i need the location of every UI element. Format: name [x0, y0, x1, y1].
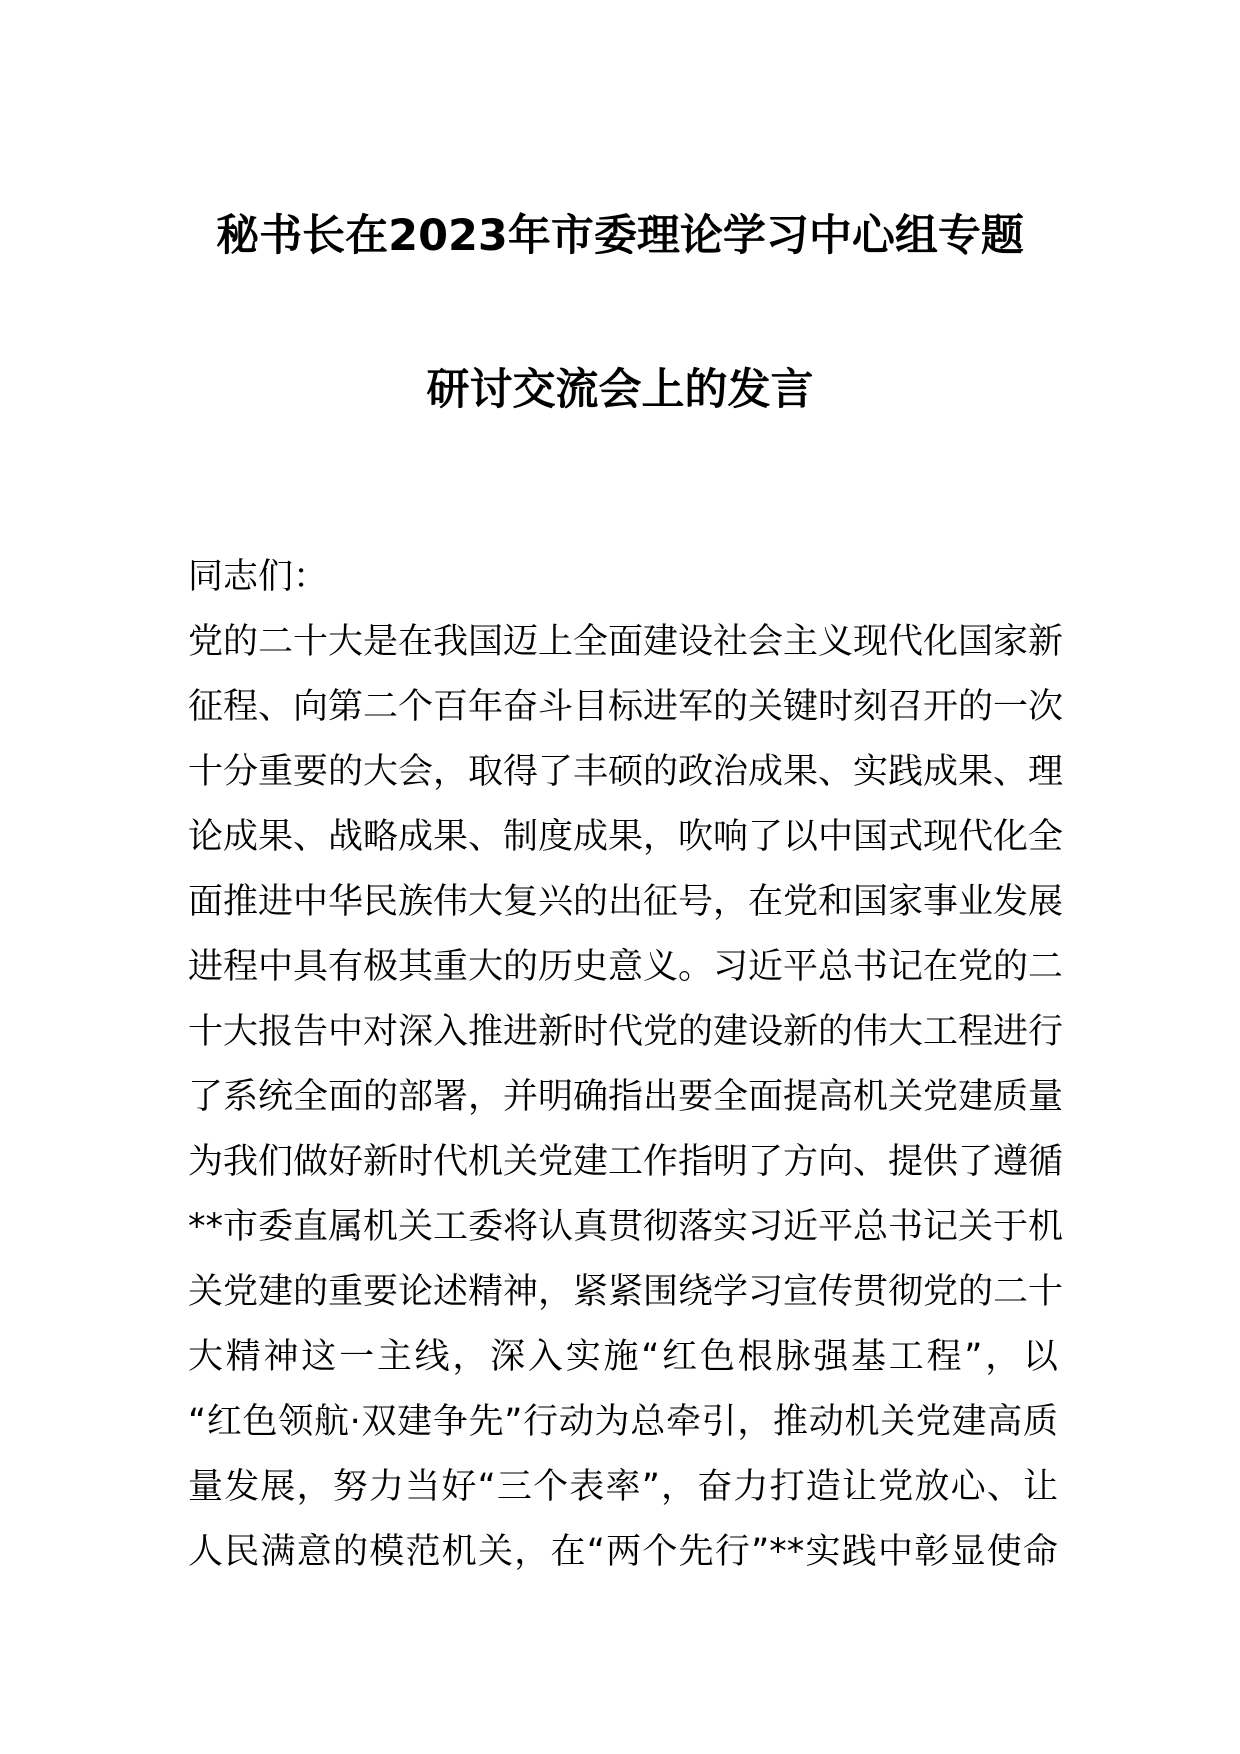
body-line: 进程中具有极其重大的历史意义。习近平总书记在党的二	[188, 947, 1064, 987]
body-line: “红色领航·双建争先”行动为总牵引，推动机关党建高质	[188, 1402, 1058, 1442]
body-line: 了系统全面的部署，并明确指出要全面提高机关党建质量	[188, 1077, 1064, 1117]
body-line: 量发展，努力当好“三个表率”，奋力打造让党放心、让	[188, 1467, 1058, 1507]
document-title-line-2: 研讨交流会上的发言	[426, 365, 814, 415]
body-line: 大精神这一主线，深入实施“红色根脉强基工程”，以	[188, 1337, 1058, 1377]
body-line: 十分重要的大会，取得了丰硕的政治成果、实践成果、理	[188, 752, 1064, 792]
body-line: **市委直属机关工委将认真贯彻落实习近平总书记关于机	[188, 1207, 1064, 1247]
body-line: 关党建的重要论述精神，紧紧围绕学习宣传贯彻党的二十	[188, 1272, 1064, 1312]
body-line: 面推进中华民族伟大复兴的出征号，在党和国家事业发展	[188, 882, 1064, 922]
document-title-line-1: 秘书长在2023年市委理论学习中心组专题	[216, 211, 1024, 261]
body-line: 论成果、战略成果、制度成果，吹响了以中国式现代化全	[188, 817, 1064, 857]
body-line: 征程、向第二个百年奋斗目标进军的关键时刻召开的一次	[188, 687, 1064, 727]
body-line: 人民满意的模范机关，在“两个先行”**实践中彰显使命	[188, 1532, 1058, 1572]
body-paragraph	[188, 610, 1068, 1585]
body-line: 十大报告中对深入推进新时代党的建设新的伟大工程进行	[188, 1012, 1064, 1052]
body-line: 为我们做好新时代机关党建工作指明了方向、提供了遵循	[188, 1142, 1064, 1182]
salutation: 同志们：	[188, 557, 329, 597]
body-line: 党的二十大是在我国迈上全面建设社会主义现代化国家新	[188, 622, 1064, 662]
